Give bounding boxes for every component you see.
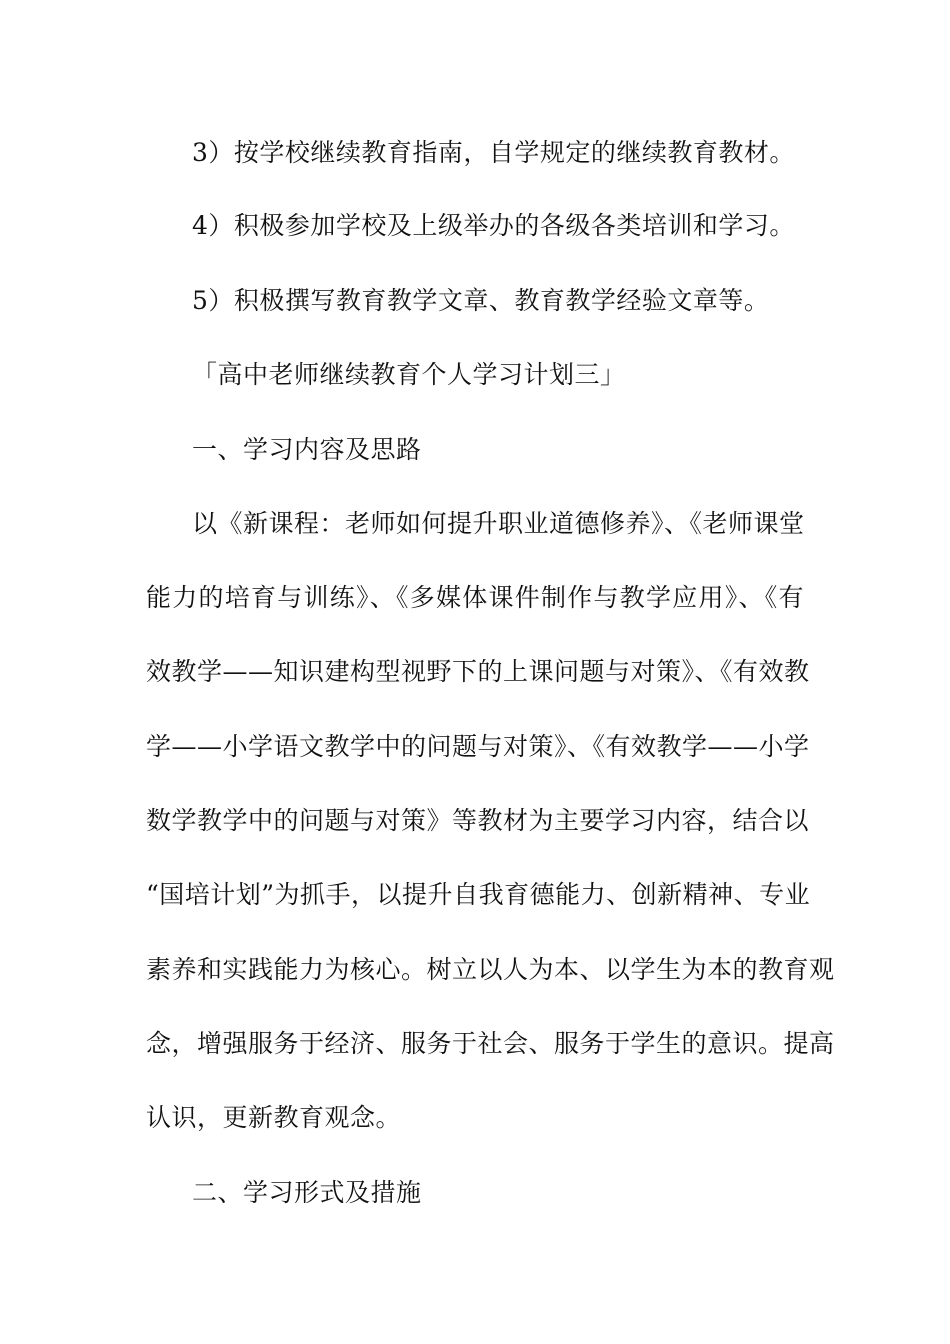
paragraph-line: 念，增强服务于经济、服务于社会、服务于学生的意识。提高 (146, 1029, 835, 1058)
list-item-5: 5）积极撰写教育教学文章、教育教学经验文章等。 (192, 286, 770, 315)
paragraph-last-line: 认识，更新教育观念。 (146, 1103, 402, 1132)
heading-learning-content: 一、学习内容及思路 (192, 435, 422, 464)
list-item-4: 4）积极参加学校及上级举办的各级各类培训和学习。 (192, 211, 795, 240)
section-title: 「高中老师继续教育个人学习计划三」 (192, 360, 626, 389)
paragraph-line: 效教学——知识建构型视野下的上课问题与对策》、《有效教 (146, 657, 810, 686)
heading-learning-methods: 二、学习形式及措施 (192, 1178, 422, 1207)
paragraph-line: 学——小学语文教学中的问题与对策》、《有效教学——小学 (146, 732, 810, 761)
paragraph-line: “国培计划”为抓手，以提升自我育德能力、创新精神、专业 (146, 880, 811, 909)
paragraph-line: 以《新课程：老师如何提升职业道德修养》、《老师课堂 (192, 509, 805, 538)
paragraph-line: 数学教学中的问题与对策》等教材为主要学习内容，结合以 (146, 806, 810, 835)
paragraph-line: 素养和实践能力为核心。树立以人为本、以学生为本的教育观 (146, 955, 835, 984)
paragraph-line: 能力的培育与训练》、《多媒体课件制作与教学应用》、《有 (146, 583, 804, 612)
list-item-3: 3）按学校继续教育指南，自学规定的继续教育教材。 (192, 138, 795, 167)
